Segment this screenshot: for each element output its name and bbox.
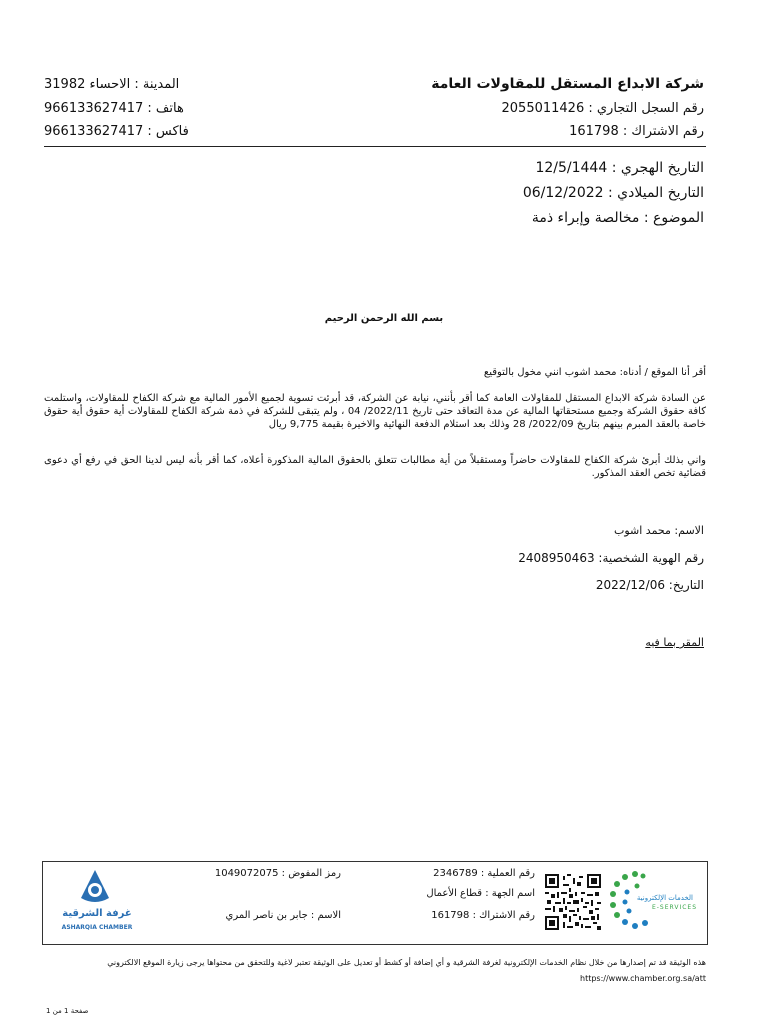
body-paragraph-2: واني بذلك أبرئ شركة الكفاح للمقاولات حاضراً ومستقبلاً من أية مطالبات تتعلق بالحقوق المالية المذكورة أعلاه، كما أقر بأنه ليس لدينا الحق في رفع أي دعوى قضائية تخص العقد المذكور. bbox=[44, 455, 706, 479]
body-paragraph-1: عن السادة شركة الابداع المستقل للمقاولات العامة كما أقر بأنني، نيابة عن الشركة، قد أبرئت تسوية لجميع الأمور المالية مع شركة الكفاح للمقاولات، واستلمت كافة حقوق الشركة وجميع مستحقاتها المالية عن مدة التعاقد حتى تاريخ 2022/11/ 04 ، ولم يتبقى للشركة في ذمة شركة الكفاح للمقاولات أية حقوق أية حقوق خاصة بالعقد المبرم بينهم بتاريخ 2022/09/ 28 وذلك بعد استلام الدفعة النهائية والاخيرة بقيمة 9,775 ريال bbox=[44, 393, 706, 430]
subscription-number: رقم الاشتراك : 161798 bbox=[569, 124, 704, 139]
qr-code-icon[interactable] bbox=[545, 874, 601, 930]
footer-subscription-number: رقم الاشتراك : 161798 bbox=[431, 910, 535, 921]
eservices-en: E-SERVICES bbox=[651, 904, 697, 911]
subject: الموضوع : مخالصة وإبراء ذمة bbox=[531, 210, 704, 226]
declarant-line: أقر أنا الموقع / أدناه: محمد اشوب انني مخول بالتوقيع bbox=[483, 367, 706, 378]
verification-box bbox=[42, 861, 708, 945]
verification-url[interactable]: https://www.chamber.org.sa/att bbox=[580, 974, 706, 983]
closing-statement: المقر بما فيه bbox=[645, 636, 704, 649]
gregorian-date: التاريخ الميلادي : 06/12/2022 bbox=[522, 185, 704, 201]
basmala: بسم الله الرحمن الرحيم bbox=[324, 313, 444, 324]
fax: فاكس : 966133627417 bbox=[44, 124, 189, 139]
operation-number: رقم العملية : 2346789 bbox=[433, 868, 535, 879]
company-name: شركة الابداع المستقل للمقاولات العامة bbox=[431, 76, 704, 92]
page-number: صفحة 1 من 1 bbox=[46, 1007, 89, 1015]
signer-id: رقم الهوية الشخصية: 2408950463 bbox=[518, 551, 704, 565]
chamber-emblem-icon bbox=[77, 868, 113, 906]
hijri-date: التاريخ الهجري : 12/5/1444 bbox=[535, 160, 704, 176]
chamber-logo bbox=[51, 868, 143, 938]
entity-name: اسم الجهة : قطاع الأعمال bbox=[426, 888, 535, 899]
authorized-code: رمز المفوض : 1049072075 bbox=[214, 868, 341, 879]
commercial-register: رقم السجل التجاري : 2055011426 bbox=[501, 101, 704, 116]
disclaimer: هذه الوثيقة قد تم إصدارها من خلال نظام الخدمات الإلكترونية لغرفة الشرقية و أي إضافة أو كشط أو تعديل على الوثيقة تعتبر لاغية وللتحقق من محتواها يرجى زيارة الموقع الالكتروني bbox=[107, 958, 706, 967]
eservices-ar: الخدمات الإلكترونية bbox=[636, 894, 693, 902]
header-divider bbox=[44, 146, 706, 147]
chamber-name-ar: غرفة الشرقية bbox=[62, 908, 132, 919]
city: المدينة : الاحساء 31982 bbox=[44, 77, 180, 92]
eservices-logo bbox=[605, 868, 701, 938]
phone: هاتف : 966133627417 bbox=[44, 101, 184, 116]
signer-name: الاسم: محمد اشوب bbox=[613, 524, 704, 537]
signature-date: التاريخ: 2022/12/06 bbox=[595, 578, 704, 592]
chamber-name-en: ASHARQIA CHAMBER bbox=[61, 924, 133, 931]
authorized-name: الاسم : جابر بن ناصر المري bbox=[225, 910, 341, 921]
